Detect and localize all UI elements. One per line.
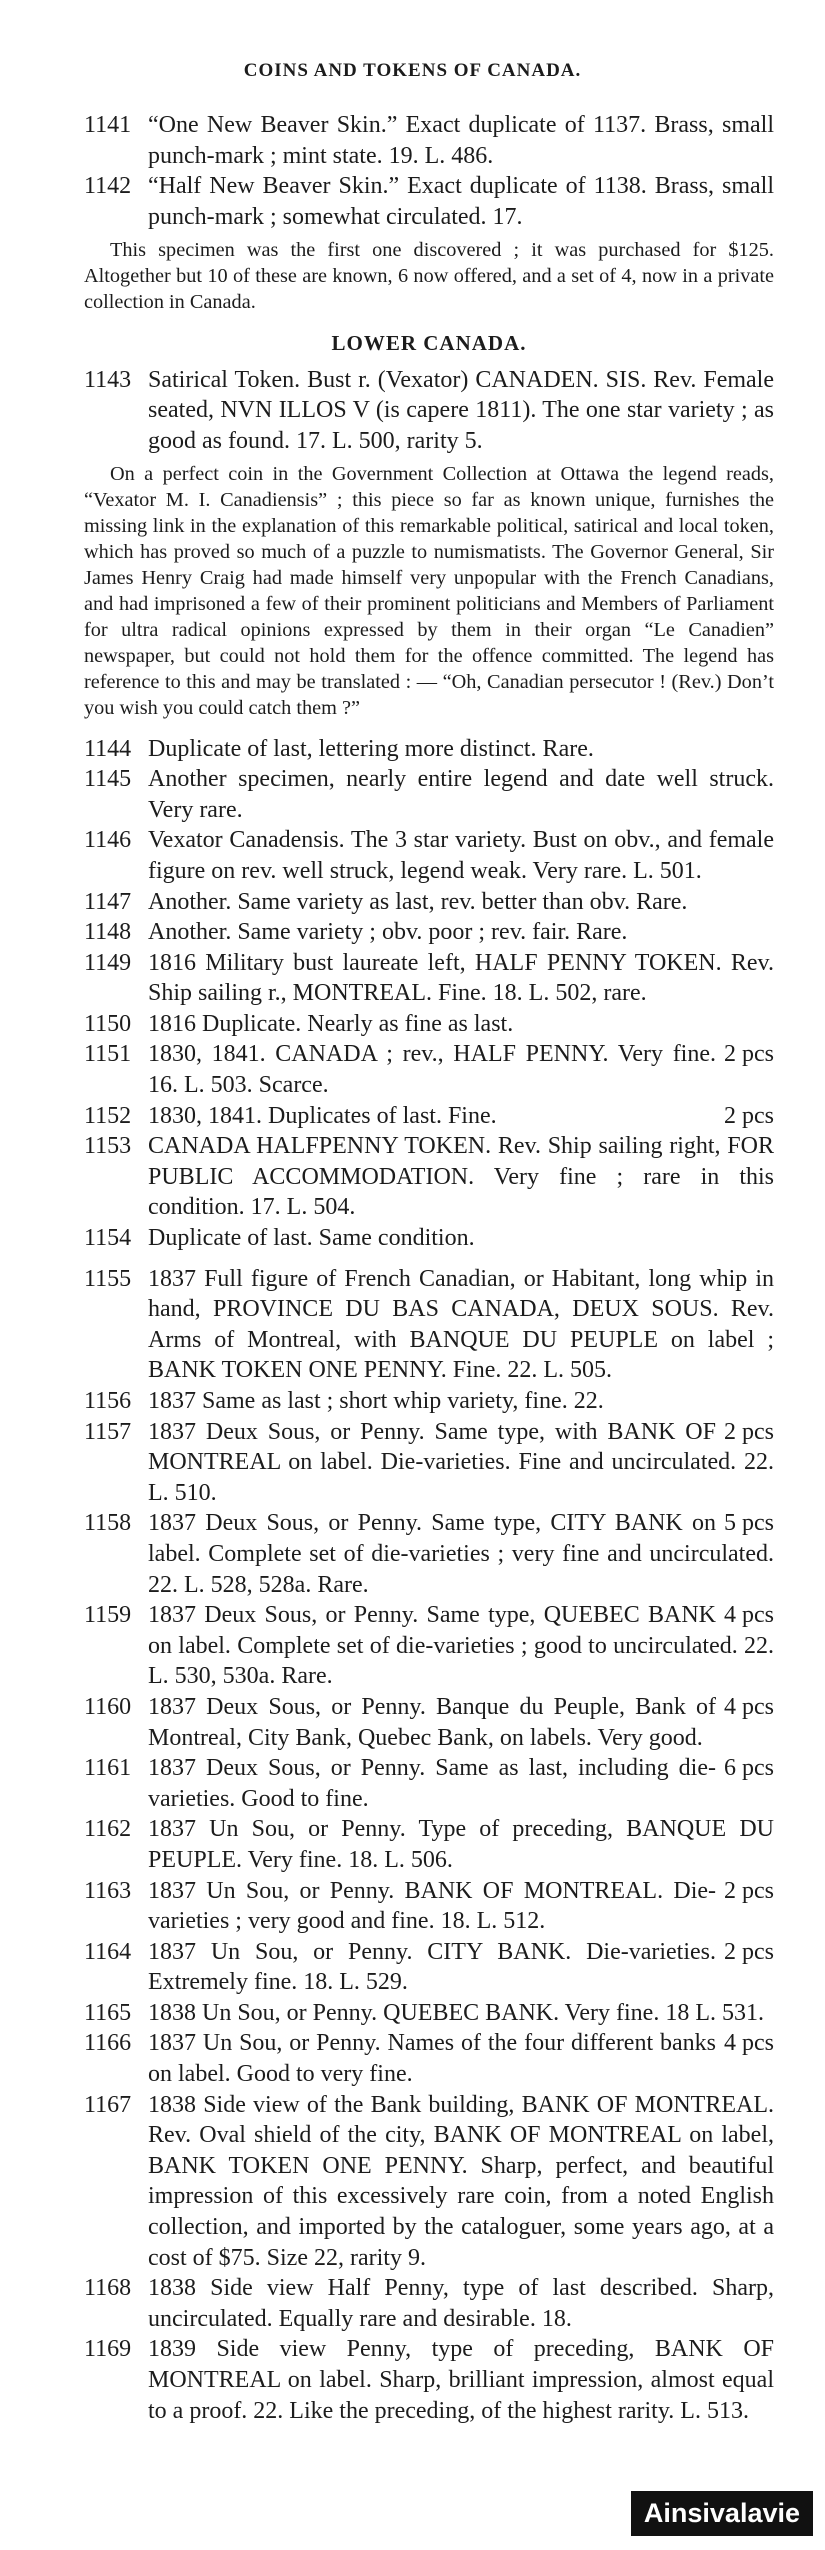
lots-group-beaver-skin <box>84 110 774 232</box>
lot-description: 1837 Un Sou, or Penny. Type of preceding, BANQUE DU PEUPLE. Very fine. 18. L. 506. <box>148 1816 774 1873</box>
section-heading-lower-canada: LOWER CANADA. <box>331 331 527 356</box>
lot-entry <box>84 764 774 825</box>
lot-number: 1145 <box>84 766 132 793</box>
lot-number: 1144 <box>84 735 132 762</box>
lot-description: 1837 Deux Sous, or Penny. Same type, with BANK OF MONTREAL on label. Die-varieties. Fine and uncirculated. 22. L. 510. <box>148 1418 774 1506</box>
lot-entry <box>84 1508 774 1600</box>
lot-pieces: 6 pcs <box>724 1755 774 1782</box>
lot-description: Satirical Token. Bust r. (Vexator) CANADEN. SIS. Rev. Female seated, NVN ILLOS V (is capere 1811). The one star variety ; as good as found. 17. L. 500, rarity 5. <box>148 366 774 454</box>
lot-description: “One New Beaver Skin.” Exact duplicate of 1137. Brass, small punch-mark ; mint state. 19. L. 486. <box>148 112 774 169</box>
lot-description: 1837 Un Sou, or Penny. CITY BANK. Die-varieties. Extremely fine. 18. L. 529. <box>148 1938 716 1996</box>
lot-number: 1163 <box>84 1877 132 1904</box>
lot-number: 1148 <box>84 919 132 946</box>
lot-number: 1156 <box>84 1388 132 1414</box>
lot-number: 1154 <box>84 1225 132 1252</box>
lot-description: 1837 Un Sou, or Penny. Names of the four different banks on label. Good to very fine. <box>148 2030 716 2088</box>
lot-number: 1146 <box>84 827 132 854</box>
lot-number: 1158 <box>84 1510 132 1537</box>
lot-description: 1816 Duplicate. Nearly as fine as last. <box>148 1010 514 1037</box>
lot-description: Duplicate of last. Same condition. <box>148 1225 475 1252</box>
lot-description: 1837 Deux Sous, or Penny. Same type, CITY BANK on label. Complete set of die-varieties ; very fine and uncirculated. 22. L. 528, 528a. Rare. <box>148 1510 774 1598</box>
lot-entry <box>84 1998 774 2029</box>
lot-entry <box>84 1009 774 1040</box>
lot-number: 1150 <box>84 1010 132 1037</box>
lot-entry <box>84 1417 774 1509</box>
lot-number: 1161 <box>84 1755 132 1782</box>
lot-pieces: 2 pcs <box>724 1041 774 1068</box>
specimen-note: This specimen was the first one discovered ; it was purchased for $125. Altogether but 10 of these are known, 6 now offered, and a set of 4, now in a private collection in Canada. <box>84 239 774 314</box>
watermark-label: Ainsivalavie <box>631 2491 813 2536</box>
lot-entry <box>84 1876 774 1937</box>
lot-number: 1166 <box>84 2030 132 2057</box>
lot-number: 1159 <box>84 1602 132 1629</box>
lot-pieces: 2 pcs <box>724 1418 774 1445</box>
lots-group-bank-tokens <box>84 1264 774 2427</box>
lot-pieces: 2 pcs <box>724 1938 774 1965</box>
lot-description: 1816 Military bust laureate left, HALF PENNY TOKEN. Rev. Ship sailing r., MONTREAL. Fine. 18. L. 502, rare. <box>148 949 774 1007</box>
lot-number: 1160 <box>84 1693 132 1720</box>
lot-description: 1837 Deux Sous, or Penny. Same type, QUEBEC BANK on label. Complete set of die-varieties ; good to uncirculated. 22. L. 530, 530a. Rare. <box>148 1602 774 1690</box>
lot-pieces: 4 pcs <box>724 1602 774 1629</box>
lot-pieces: 4 pcs <box>724 1693 774 1720</box>
lot-entry <box>84 110 774 171</box>
lot-description: CANADA HALFPENNY TOKEN. Rev. Ship sailing right, FOR PUBLIC ACCOMMODATION. Very fine ; rare in this condition. 17. L. 504. <box>148 1133 774 1221</box>
lot-entry <box>84 1223 774 1254</box>
lot-entry <box>84 1600 774 1692</box>
lot-number: 1169 <box>84 2336 132 2363</box>
lot-description: Duplicate of last, lettering more distinct. Rare. <box>148 735 594 762</box>
lot-number: 1147 <box>84 888 132 915</box>
section-gap <box>84 1254 774 1264</box>
lot-number: 1167 <box>84 2091 132 2118</box>
lot-description: 1839 Side view Penny, type of preceding, BANK OF MONTREAL on label. Sharp, brilliant impression, almost equal to a proof. 22. Like the preceding, of the highest rarity. L. 513. <box>148 2336 774 2424</box>
lots-group-lower-canada-tokens <box>84 734 774 1254</box>
lot-description: Another. Same variety as last, rev. better than obv. Rare. <box>148 888 688 915</box>
lot-number: 1152 <box>84 1102 132 1129</box>
lot-number: 1143 <box>84 366 132 393</box>
lot-description: 1837 Deux Sous, or Penny. Same as last, including die-varieties. Good to fine. <box>148 1755 716 1812</box>
lot-description: 1830, 1841. CANADA ; rev., HALF PENNY. Very fine. 16. L. 503. Scarce. <box>148 1041 716 1099</box>
lot-entry <box>84 1692 774 1753</box>
lot-number: 1153 <box>84 1133 132 1160</box>
lot-description: 1837 Same as last ; short whip variety, fine. 22. <box>148 1388 604 1414</box>
lot-number: 1149 <box>84 949 132 976</box>
lot-description: Another specimen, nearly entire legend and date well struck. Very rare. <box>148 766 774 823</box>
lot-entry <box>84 1937 774 1998</box>
lot-description: 1830, 1841. Duplicates of last. Fine. <box>148 1102 497 1129</box>
page-title: COINS AND TOKENS OF CANADA. <box>243 60 582 81</box>
lot-number: 1151 <box>84 1041 132 1068</box>
lot-description: “Half New Beaver Skin.” Exact duplicate of 1138. Brass, small punch-mark ; somewhat circulated. 17. <box>148 173 774 230</box>
lot-description: Vexator Canadensis. The 3 star variety. Bust on obv., and female figure on rev. well struck, legend weak. Very rare. L. 501. <box>148 827 774 884</box>
lot-number: 1157 <box>84 1418 132 1445</box>
lot-entry <box>84 948 774 1009</box>
lot-description: 1837 Deux Sous, or Penny. Banque du Peuple, Bank of Montreal, City Bank, Quebec Bank, on labels. Very good. <box>148 1693 716 1751</box>
lot-number: 1165 <box>84 1999 132 2026</box>
lot-description: 1838 Un Sou, or Penny. QUEBEC BANK. Very fine. 18 L. 531. <box>148 1999 764 2026</box>
lot-pieces: 2 pcs <box>724 1102 774 1129</box>
lot-entry <box>84 1814 774 1875</box>
lot-description: Another. Same variety ; obv. poor ; rev. fair. Rare. <box>148 919 628 946</box>
lot-entry <box>84 1386 774 1417</box>
lot-description: 1837 Un Sou, or Penny. BANK OF MONTREAL. Die-varieties ; very good and fine. 18. L. 512. <box>148 1877 716 1935</box>
lot-number: 1162 <box>84 1816 132 1843</box>
lot-entry <box>84 1039 774 1100</box>
lot-number: 1164 <box>84 1938 132 1965</box>
lot-entry <box>84 917 774 948</box>
lot-entry <box>84 2090 774 2274</box>
satirical-token-note: On a perfect coin in the Government Collection at Ottawa the legend reads, “Vexator M. I. Canadiensis” ; this piece so far as known unique, furnishes the missing link in the explanation of this remarkable political, satirical and local token, which has proved so much of a puzzle to numismatists. The Governor General, Sir James Henry Craig had made himself very unpopular with the French Canadians, and had imprisoned a few of their prominent politicians and Members of Parliament for ultra radical opinions expressed by them in their organ “Le Canadien” newspaper, but could not hold them for the offence committed. The legend has reference to this and may be translated : — “Oh, Canadian persecutor ! (Rev.) Don’t you wish you could catch them ?” <box>84 463 774 719</box>
lots-group-satirical-token <box>84 365 774 457</box>
lot-number: 1141 <box>84 112 132 138</box>
lot-list <box>84 110 774 2426</box>
lot-description: 1838 Side view Half Penny, type of last described. Sharp, uncirculated. Equally rare and desirable. 18. <box>148 2275 774 2332</box>
lot-entry <box>84 887 774 918</box>
lot-description: 1837 Full figure of French Canadian, or Habitant, long whip in hand, PROVINCE DU BAS CANADA, DEUX SOUS. Rev. Arms of Montreal, with BANQUE DU PEUPLE on label ; BANK TOKEN ONE PENNY. Fine. 22. L. 505. <box>148 1265 774 1384</box>
lot-pieces: 4 pcs <box>724 2030 774 2057</box>
lot-description: 1838 Side view of the Bank building, BANK OF MONTREAL. Rev. Oval shield of the city, BANK OF MONTREAL on label, BANK TOKEN ONE PENNY. Sharp, perfect, and beautiful impression of this excessively rare coin, from a noted English collection, and imported by the cataloguer, some years ago, at a cost of $75. Size 22, rarity 9. <box>148 2091 774 2271</box>
lot-number: 1168 <box>84 2275 132 2302</box>
lot-entry <box>84 1753 774 1814</box>
lot-entry <box>84 825 774 886</box>
lot-entry <box>84 1264 774 1386</box>
lot-entry <box>84 171 774 232</box>
lot-entry <box>84 2334 774 2426</box>
lot-number: 1155 <box>84 1265 132 1292</box>
lot-pieces: 2 pcs <box>724 1877 774 1904</box>
lot-entry <box>84 1131 774 1223</box>
lot-number: 1142 <box>84 173 132 200</box>
lot-pieces: 5 pcs <box>724 1510 774 1537</box>
lot-entry <box>84 734 774 765</box>
lot-entry <box>84 365 774 457</box>
lot-entry <box>84 2028 774 2089</box>
lot-entry <box>84 1101 774 1132</box>
lot-entry <box>84 2273 774 2334</box>
